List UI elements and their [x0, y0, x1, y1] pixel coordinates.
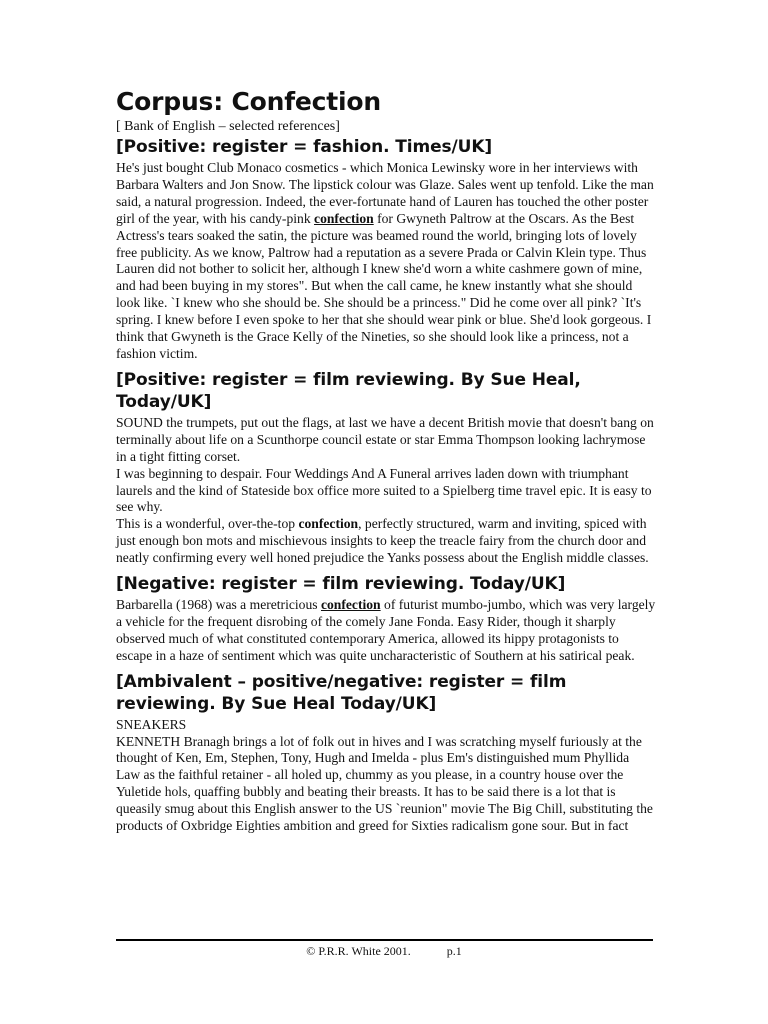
section-paragraph — [116, 516, 656, 567]
text-run: This is a wonderful, over-the-top — [116, 516, 299, 532]
text-run: Barbarella (1968) was a meretricious — [116, 597, 321, 613]
text-run: He's just bought Club Monaco cosmetics - which Monica Lewinsky wore in her interviews with Barbara Walters and Jon Snow. The lipstick colour was Glaze. Sales went up tenfold. Like the man said, a natural progression. Indeed, the ever-fortunate hand of Lauren has touched the other poster girl of the year, with his candy-pink — [116, 160, 654, 226]
page-footer — [0, 944, 768, 958]
keyword-confection: confection — [314, 210, 374, 226]
page-subtitle: [ Bank of English – selected references] — [116, 119, 340, 134]
section-paragraph — [116, 160, 656, 363]
section-heading-film-ambivalent: [Ambivalent – positive/negative: register = film reviewing. By Sue Heal Today/UK] — [116, 671, 567, 714]
section-heading-film-positive: [Positive: register = film reviewing. By Sue Heal, Today/UK] — [116, 369, 581, 412]
footer-copyright: © P.R.R. White 2001. — [306, 944, 411, 958]
section-heading-film-negative: [Negative: register = film reviewing. Today/UK] — [116, 574, 566, 595]
page-title: Corpus: Confection — [116, 87, 381, 116]
footer-divider — [116, 939, 653, 941]
text-run: , perfectly structured, warm and inviting, spiced with just enough bon mots and mischievous insights to keep the treacle fairy from the church door and neatly confirming every well honed prejudice the Yanks possess about the English middle classes. — [116, 516, 649, 566]
keyword-confection: confection — [320, 597, 381, 613]
document-body — [116, 86, 656, 835]
section-paragraph: SOUND the trumpets, put out the flags, at last we have a decent British movie that doesn't bang on terminally about life on a Scunthorpe council estate or star Emma Thompson looking lachrymose in a tight fitting corset. — [116, 414, 654, 464]
section-heading-fashion: [Positive: register = fashion. Times/UK] — [116, 137, 493, 157]
text-run: for Gwyneth Paltrow at the Oscars. As the Best Actress's tears soaked the satin, the picture was beamed round the world, bringing lots of lovely free publicity. As we know, Paltrow had a reputation as a severe Prada or Calvin Klein type. Thus Lauren did not bother to solicit her, although I knew she'd worn a white cashmere gown of mine, and had been buying in my stores". But when the call came, he knew instantly what she should look like. `I knew who she should be. She should be a princess." Did he come over all pink? `It's spring. I knew before I even spoke to her that she should wear pink or blue. She'd look gorgeous. I think that Gwyneth is the Grace Kelly of the Nineties, so she should look like a princess, not a fashion victim. — [116, 210, 652, 361]
section-paragraph: SNEAKERS — [116, 716, 187, 732]
section-paragraph: I was beginning to despair. Four Weddings And A Funeral arrives laden down with triumphant laurels and the kind of Stateside box office more suited to a Spielberg time travel epic. It is easy to see why. — [116, 465, 652, 515]
section-paragraph: KENNETH Branagh brings a lot of folk out in hives and I was scratching myself furiously at the thought of Ken, Em, Stephen, Tony, Hugh and Imelda - plus Em's distinguished mum Phyllida Law as the faithful retainer - all holed up, chummy as you please, in a country house over the Yuletide hols, quaffing bubbly and beating their breasts. It has to be said there is a lot that is queasily smug about this English answer to the US `reunion" movie The Big Chill, substituting the products of Oxbridge Eighties ambition and greed for Sixties radicalism gone sour. But in fact — [116, 733, 653, 834]
keyword-confection: confection — [298, 516, 359, 532]
section-paragraph — [116, 597, 656, 665]
page-number: p.1 — [446, 944, 462, 958]
text-run: of futurist mumbo-jumbo, which was very largely a vehicle for the frequent disrobing of the comely Jane Fonda. Easy Rider, though it sharply observed much of what constituted contemporary America, allowed its hippy protagonists to escape in a haze of sentiment which was quite uncharacteristic of Southern at his satirical peak. — [116, 597, 656, 663]
